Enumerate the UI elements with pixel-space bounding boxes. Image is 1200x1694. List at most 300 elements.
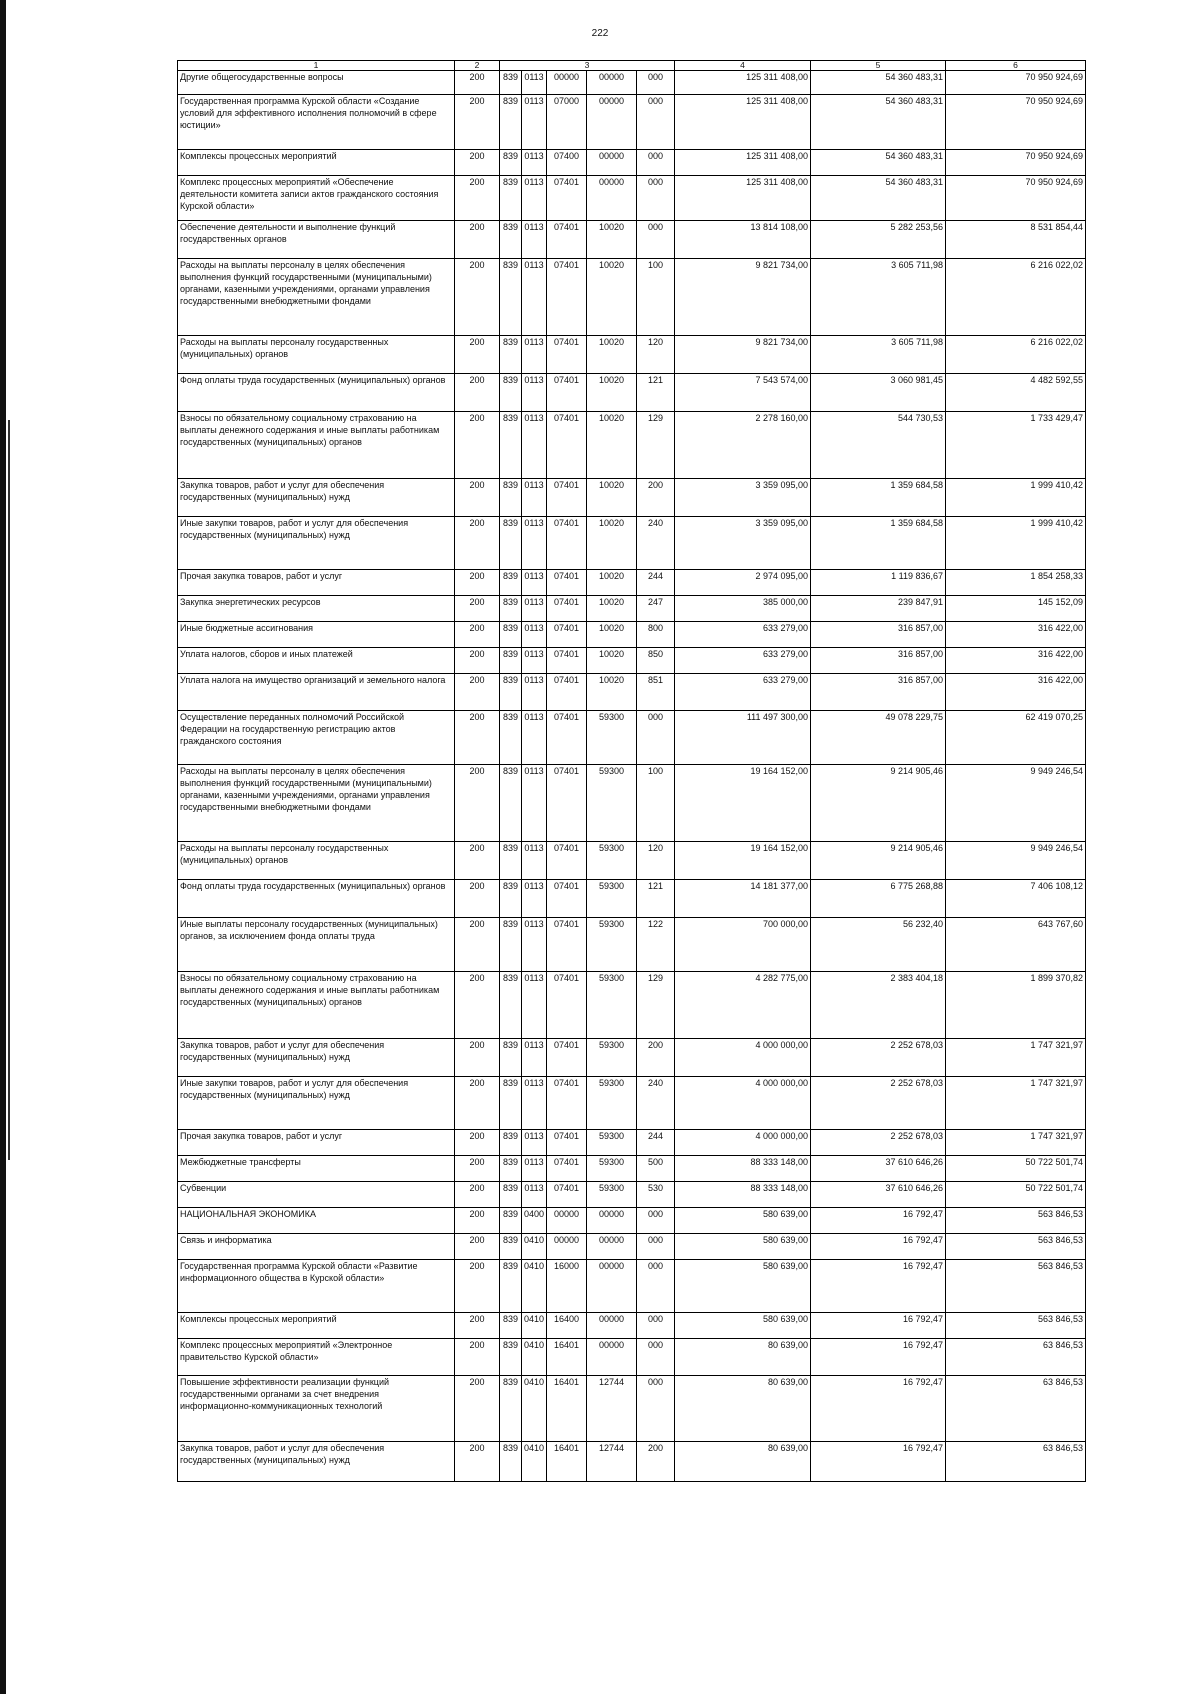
row-name: Закупка энергетических ресурсов <box>178 596 455 622</box>
row-program-code: 07401 <box>547 570 587 596</box>
scan-border <box>8 420 10 1160</box>
row-amount-col4: 9 821 734,00 <box>675 336 811 374</box>
row-direction-code: 00000 <box>587 1234 637 1260</box>
row-program-code: 07401 <box>547 918 587 972</box>
table-row <box>178 842 1086 880</box>
row-section-code: 0113 <box>522 972 547 1039</box>
row-amount-col5: 37 610 646,26 <box>811 1182 946 1208</box>
row-direction-code: 10020 <box>587 596 637 622</box>
row-code: 200 <box>455 517 500 570</box>
row-name: Взносы по обязательному социальному страхованию на выплаты денежного содержания и иные выплаты работникам государственных (муниципальных) органов <box>178 972 455 1039</box>
table-row <box>178 1039 1086 1077</box>
row-section-code: 0113 <box>522 479 547 517</box>
row-expense-type-code: 851 <box>637 674 675 711</box>
row-department-code: 839 <box>500 221 522 259</box>
row-amount-col4: 700 000,00 <box>675 918 811 972</box>
row-department-code: 839 <box>500 374 522 412</box>
row-section-code: 0113 <box>522 622 547 648</box>
row-code: 200 <box>455 842 500 880</box>
row-program-code: 16000 <box>547 1260 587 1313</box>
row-amount-col4: 80 639,00 <box>675 1442 811 1482</box>
row-code: 200 <box>455 972 500 1039</box>
row-department-code: 839 <box>500 880 522 918</box>
row-amount-col4: 19 164 152,00 <box>675 842 811 880</box>
row-direction-code: 10020 <box>587 570 637 596</box>
row-expense-type-code: 500 <box>637 1156 675 1182</box>
row-amount-col4: 2 278 160,00 <box>675 412 811 479</box>
row-program-code: 07401 <box>547 1156 587 1182</box>
row-amount-col5: 2 252 678,03 <box>811 1130 946 1156</box>
row-program-code: 07401 <box>547 1077 587 1130</box>
row-expense-type-code: 000 <box>637 1260 675 1313</box>
row-amount-col4: 13 814 108,00 <box>675 221 811 259</box>
row-department-code: 839 <box>500 765 522 842</box>
row-section-code: 0113 <box>522 1182 547 1208</box>
row-department-code: 839 <box>500 1077 522 1130</box>
row-code: 200 <box>455 1376 500 1442</box>
row-name: Комплекс процессных мероприятий «Обеспечение деятельности комитета записи актов гражданского состояния Курской области» <box>178 176 455 221</box>
row-section-code: 0113 <box>522 648 547 674</box>
row-amount-col4: 3 359 095,00 <box>675 517 811 570</box>
row-amount-col5: 54 360 483,31 <box>811 71 946 95</box>
row-expense-type-code: 200 <box>637 1039 675 1077</box>
row-amount-col4: 580 639,00 <box>675 1208 811 1234</box>
row-department-code: 839 <box>500 1376 522 1442</box>
row-amount-col4: 4 000 000,00 <box>675 1039 811 1077</box>
row-program-code: 07401 <box>547 674 587 711</box>
row-code: 200 <box>455 259 500 336</box>
row-code: 200 <box>455 374 500 412</box>
row-direction-code: 59300 <box>587 1182 637 1208</box>
row-expense-type-code: 100 <box>637 259 675 336</box>
row-amount-col5: 16 792,47 <box>811 1260 946 1313</box>
row-amount-col5: 2 252 678,03 <box>811 1039 946 1077</box>
row-program-code: 07401 <box>547 880 587 918</box>
row-amount-col5: 316 857,00 <box>811 622 946 648</box>
row-amount-col6: 563 846,53 <box>946 1234 1086 1260</box>
row-section-code: 0113 <box>522 336 547 374</box>
row-section-code: 0113 <box>522 842 547 880</box>
row-section-code: 0410 <box>522 1234 547 1260</box>
row-department-code: 839 <box>500 95 522 150</box>
row-expense-type-code: 100 <box>637 765 675 842</box>
table-row <box>178 1339 1086 1376</box>
row-amount-col4: 111 497 300,00 <box>675 711 811 765</box>
row-program-code: 00000 <box>547 1208 587 1234</box>
row-code: 200 <box>455 570 500 596</box>
row-expense-type-code: 244 <box>637 1130 675 1156</box>
row-expense-type-code: 247 <box>637 596 675 622</box>
row-expense-type-code: 000 <box>637 711 675 765</box>
row-code: 200 <box>455 1039 500 1077</box>
row-department-code: 839 <box>500 1208 522 1234</box>
row-direction-code: 10020 <box>587 259 637 336</box>
table-row <box>178 570 1086 596</box>
table-row <box>178 674 1086 711</box>
table-row <box>178 972 1086 1039</box>
row-program-code: 16401 <box>547 1339 587 1376</box>
row-section-code: 0113 <box>522 95 547 150</box>
row-section-code: 0113 <box>522 1156 547 1182</box>
row-program-code: 07400 <box>547 150 587 176</box>
row-section-code: 0113 <box>522 71 547 95</box>
row-section-code: 0113 <box>522 880 547 918</box>
row-amount-col6: 1 747 321,97 <box>946 1130 1086 1156</box>
row-amount-col5: 16 792,47 <box>811 1376 946 1442</box>
table-row <box>178 336 1086 374</box>
row-name: Закупка товаров, работ и услуг для обеспечения государственных (муниципальных) нужд <box>178 1442 455 1482</box>
row-expense-type-code: 129 <box>637 412 675 479</box>
row-direction-code: 59300 <box>587 711 637 765</box>
column-number: 6 <box>946 61 1086 71</box>
row-expense-type-code: 000 <box>637 150 675 176</box>
table-row <box>178 374 1086 412</box>
row-code: 200 <box>455 1313 500 1339</box>
row-section-code: 0400 <box>522 1208 547 1234</box>
row-direction-code: 59300 <box>587 1077 637 1130</box>
column-number: 4 <box>675 61 811 71</box>
budget-table <box>177 60 1086 1482</box>
row-direction-code: 12744 <box>587 1376 637 1442</box>
row-amount-col6: 50 722 501,74 <box>946 1156 1086 1182</box>
row-amount-col5: 56 232,40 <box>811 918 946 972</box>
row-amount-col6: 50 722 501,74 <box>946 1182 1086 1208</box>
row-section-code: 0113 <box>522 412 547 479</box>
row-amount-col4: 2 974 095,00 <box>675 570 811 596</box>
row-direction-code: 10020 <box>587 674 637 711</box>
table-row <box>178 517 1086 570</box>
row-amount-col6: 1 747 321,97 <box>946 1077 1086 1130</box>
row-department-code: 839 <box>500 674 522 711</box>
row-name: Закупка товаров, работ и услуг для обеспечения государственных (муниципальных) нужд <box>178 479 455 517</box>
row-department-code: 839 <box>500 1442 522 1482</box>
row-program-code: 07401 <box>547 648 587 674</box>
row-expense-type-code: 244 <box>637 570 675 596</box>
row-department-code: 839 <box>500 918 522 972</box>
row-amount-col5: 316 857,00 <box>811 648 946 674</box>
table-row <box>178 1208 1086 1234</box>
row-amount-col4: 4 000 000,00 <box>675 1077 811 1130</box>
row-program-code: 07401 <box>547 622 587 648</box>
row-amount-col5: 5 282 253,56 <box>811 221 946 259</box>
row-name: Взносы по обязательному социальному страхованию на выплаты денежного содержания и иные выплаты работникам государственных (муниципальных) органов <box>178 412 455 479</box>
table-row <box>178 711 1086 765</box>
table-row <box>178 1077 1086 1130</box>
row-expense-type-code: 000 <box>637 1313 675 1339</box>
row-code: 200 <box>455 622 500 648</box>
row-department-code: 839 <box>500 1234 522 1260</box>
row-amount-col6: 563 846,53 <box>946 1208 1086 1234</box>
row-department-code: 839 <box>500 479 522 517</box>
row-name: Комплексы процессных мероприятий <box>178 150 455 176</box>
row-code: 200 <box>455 1339 500 1376</box>
row-direction-code: 10020 <box>587 336 637 374</box>
column-number: 2 <box>455 61 500 71</box>
row-amount-col6: 643 767,60 <box>946 918 1086 972</box>
row-amount-col6: 1 999 410,42 <box>946 479 1086 517</box>
row-program-code: 07401 <box>547 596 587 622</box>
row-department-code: 839 <box>500 412 522 479</box>
row-department-code: 839 <box>500 1156 522 1182</box>
row-expense-type-code: 530 <box>637 1182 675 1208</box>
row-section-code: 0113 <box>522 596 547 622</box>
table-row <box>178 412 1086 479</box>
row-amount-col6: 63 846,53 <box>946 1339 1086 1376</box>
row-program-code: 07000 <box>547 95 587 150</box>
row-name: Прочая закупка товаров, работ и услуг <box>178 1130 455 1156</box>
row-amount-col5: 16 792,47 <box>811 1339 946 1376</box>
row-amount-col5: 54 360 483,31 <box>811 176 946 221</box>
row-program-code: 16401 <box>547 1376 587 1442</box>
row-section-code: 0113 <box>522 150 547 176</box>
row-expense-type-code: 129 <box>637 972 675 1039</box>
row-expense-type-code: 122 <box>637 918 675 972</box>
row-amount-col5: 3 060 981,45 <box>811 374 946 412</box>
row-program-code: 07401 <box>547 176 587 221</box>
row-section-code: 0113 <box>522 711 547 765</box>
table-row <box>178 1182 1086 1208</box>
row-name: Другие общегосударственные вопросы <box>178 71 455 95</box>
row-direction-code: 00000 <box>587 1339 637 1376</box>
table-row <box>178 880 1086 918</box>
row-expense-type-code: 121 <box>637 880 675 918</box>
row-department-code: 839 <box>500 150 522 176</box>
row-expense-type-code: 120 <box>637 336 675 374</box>
row-name: Обеспечение деятельности и выполнение функций государственных органов <box>178 221 455 259</box>
row-amount-col5: 16 792,47 <box>811 1208 946 1234</box>
row-code: 200 <box>455 71 500 95</box>
row-name: Осуществление переданных полномочий Российской Федерации на государственную регистрацию актов гражданского состояния <box>178 711 455 765</box>
row-code: 200 <box>455 221 500 259</box>
table-row <box>178 479 1086 517</box>
row-department-code: 839 <box>500 842 522 880</box>
row-expense-type-code: 000 <box>637 1234 675 1260</box>
row-code: 200 <box>455 674 500 711</box>
table-row <box>178 259 1086 336</box>
row-direction-code: 12744 <box>587 1442 637 1482</box>
row-code: 200 <box>455 1234 500 1260</box>
row-amount-col4: 125 311 408,00 <box>675 176 811 221</box>
row-direction-code: 59300 <box>587 972 637 1039</box>
row-expense-type-code: 240 <box>637 517 675 570</box>
row-amount-col4: 80 639,00 <box>675 1339 811 1376</box>
row-amount-col5: 1 359 684,58 <box>811 517 946 570</box>
row-direction-code: 00000 <box>587 1313 637 1339</box>
row-direction-code: 10020 <box>587 412 637 479</box>
row-amount-col6: 6 216 022,02 <box>946 259 1086 336</box>
row-amount-col6: 6 216 022,02 <box>946 336 1086 374</box>
row-amount-col6: 1 854 258,33 <box>946 570 1086 596</box>
table-row <box>178 1156 1086 1182</box>
table-row <box>178 1442 1086 1482</box>
row-amount-col4: 19 164 152,00 <box>675 765 811 842</box>
row-amount-col6: 1 747 321,97 <box>946 1039 1086 1077</box>
row-code: 200 <box>455 1156 500 1182</box>
row-amount-col4: 633 279,00 <box>675 622 811 648</box>
row-amount-col5: 9 214 905,46 <box>811 765 946 842</box>
row-amount-col4: 3 359 095,00 <box>675 479 811 517</box>
row-direction-code: 59300 <box>587 1130 637 1156</box>
row-amount-col4: 88 333 148,00 <box>675 1182 811 1208</box>
row-code: 200 <box>455 1130 500 1156</box>
table-row <box>178 765 1086 842</box>
row-department-code: 839 <box>500 1339 522 1376</box>
row-amount-col6: 9 949 246,54 <box>946 842 1086 880</box>
row-code: 200 <box>455 1077 500 1130</box>
row-amount-col5: 1 359 684,58 <box>811 479 946 517</box>
row-program-code: 07401 <box>547 336 587 374</box>
row-name: Уплата налога на имущество организаций и земельного налога <box>178 674 455 711</box>
row-amount-col4: 4 000 000,00 <box>675 1130 811 1156</box>
row-amount-col5: 37 610 646,26 <box>811 1156 946 1182</box>
table-row <box>178 648 1086 674</box>
row-program-code: 07401 <box>547 1182 587 1208</box>
row-program-code: 16401 <box>547 1442 587 1482</box>
row-amount-col6: 7 406 108,12 <box>946 880 1086 918</box>
row-expense-type-code: 120 <box>637 842 675 880</box>
row-direction-code: 10020 <box>587 374 637 412</box>
row-section-code: 0410 <box>522 1313 547 1339</box>
row-department-code: 839 <box>500 1130 522 1156</box>
row-direction-code: 10020 <box>587 479 637 517</box>
row-name: Расходы на выплаты персоналу государственных (муниципальных) органов <box>178 842 455 880</box>
row-department-code: 839 <box>500 176 522 221</box>
row-expense-type-code: 000 <box>637 1376 675 1442</box>
row-amount-col6: 70 950 924,69 <box>946 71 1086 95</box>
row-direction-code: 59300 <box>587 880 637 918</box>
row-name: Иные закупки товаров, работ и услуг для обеспечения государственных (муниципальных) нужд <box>178 1077 455 1130</box>
row-department-code: 839 <box>500 1260 522 1313</box>
row-expense-type-code: 121 <box>637 374 675 412</box>
row-expense-type-code: 000 <box>637 71 675 95</box>
row-direction-code: 00000 <box>587 1260 637 1313</box>
row-name: Расходы на выплаты персоналу в целях обеспечения выполнения функций государственными (муниципальными) органами, казенными учреждениями, органами управления государственными внебюджетными фондами <box>178 259 455 336</box>
row-amount-col4: 125 311 408,00 <box>675 95 811 150</box>
row-code: 200 <box>455 150 500 176</box>
row-amount-col6: 563 846,53 <box>946 1260 1086 1313</box>
row-amount-col4: 385 000,00 <box>675 596 811 622</box>
header-row <box>178 61 1086 71</box>
row-amount-col4: 633 279,00 <box>675 674 811 711</box>
table-row <box>178 1130 1086 1156</box>
row-direction-code: 59300 <box>587 765 637 842</box>
row-amount-col6: 63 846,53 <box>946 1376 1086 1442</box>
table-row <box>178 71 1086 95</box>
row-program-code: 16400 <box>547 1313 587 1339</box>
row-expense-type-code: 000 <box>637 1208 675 1234</box>
row-name: Расходы на выплаты персоналу в целях обеспечения выполнения функций государственными (муниципальными) органами, казенными учреждениями, органами управления государственными внебюджетными фондами <box>178 765 455 842</box>
row-section-code: 0113 <box>522 765 547 842</box>
row-amount-col5: 54 360 483,31 <box>811 150 946 176</box>
row-amount-col4: 4 282 775,00 <box>675 972 811 1039</box>
row-program-code: 07401 <box>547 479 587 517</box>
row-amount-col4: 125 311 408,00 <box>675 150 811 176</box>
row-amount-col4: 7 543 574,00 <box>675 374 811 412</box>
row-direction-code: 00000 <box>587 150 637 176</box>
row-program-code: 07401 <box>547 765 587 842</box>
row-name: Иные закупки товаров, работ и услуг для обеспечения государственных (муниципальных) нужд <box>178 517 455 570</box>
row-direction-code: 59300 <box>587 1156 637 1182</box>
row-amount-col5: 544 730,53 <box>811 412 946 479</box>
row-name: Иные бюджетные ассигнования <box>178 622 455 648</box>
row-amount-col4: 580 639,00 <box>675 1260 811 1313</box>
row-direction-code: 00000 <box>587 176 637 221</box>
table-row <box>178 221 1086 259</box>
row-code: 200 <box>455 648 500 674</box>
row-section-code: 0410 <box>522 1376 547 1442</box>
column-number: 3 <box>500 61 675 71</box>
row-section-code: 0113 <box>522 1039 547 1077</box>
row-amount-col6: 63 846,53 <box>946 1442 1086 1482</box>
row-program-code: 07401 <box>547 972 587 1039</box>
row-direction-code: 10020 <box>587 517 637 570</box>
row-amount-col4: 125 311 408,00 <box>675 71 811 95</box>
row-name: Расходы на выплаты персоналу государственных (муниципальных) органов <box>178 336 455 374</box>
row-code: 200 <box>455 479 500 517</box>
row-amount-col6: 70 950 924,69 <box>946 95 1086 150</box>
scan-border <box>0 0 6 1694</box>
row-code: 200 <box>455 596 500 622</box>
row-amount-col5: 49 078 229,75 <box>811 711 946 765</box>
row-program-code: 00000 <box>547 1234 587 1260</box>
row-name: Фонд оплаты труда государственных (муниципальных) органов <box>178 880 455 918</box>
table-row <box>178 622 1086 648</box>
row-program-code: 07401 <box>547 374 587 412</box>
table-row <box>178 1376 1086 1442</box>
row-amount-col6: 145 152,09 <box>946 596 1086 622</box>
row-amount-col6: 316 422,00 <box>946 674 1086 711</box>
row-amount-col6: 70 950 924,69 <box>946 176 1086 221</box>
row-code: 200 <box>455 1182 500 1208</box>
row-program-code: 07401 <box>547 259 587 336</box>
row-name: Прочая закупка товаров, работ и услуг <box>178 570 455 596</box>
row-department-code: 839 <box>500 570 522 596</box>
column-number: 5 <box>811 61 946 71</box>
row-amount-col5: 3 605 711,98 <box>811 336 946 374</box>
row-amount-col6: 316 422,00 <box>946 648 1086 674</box>
row-amount-col5: 239 847,91 <box>811 596 946 622</box>
row-amount-col5: 3 605 711,98 <box>811 259 946 336</box>
row-expense-type-code: 000 <box>637 1339 675 1376</box>
row-department-code: 839 <box>500 711 522 765</box>
row-amount-col4: 80 639,00 <box>675 1376 811 1442</box>
row-amount-col6: 1 999 410,42 <box>946 517 1086 570</box>
row-direction-code: 10020 <box>587 622 637 648</box>
row-name: Государственная программа Курской области «Развитие информационного общества в Курской области» <box>178 1260 455 1313</box>
row-program-code: 07401 <box>547 842 587 880</box>
row-direction-code: 59300 <box>587 842 637 880</box>
row-section-code: 0113 <box>522 374 547 412</box>
row-name: Уплата налогов, сборов и иных платежей <box>178 648 455 674</box>
row-amount-col6: 1 899 370,82 <box>946 972 1086 1039</box>
row-program-code: 07401 <box>547 1130 587 1156</box>
row-amount-col4: 580 639,00 <box>675 1313 811 1339</box>
row-name: Повышение эффективности реализации функций государственными органами за счет внедрения информационно-коммуникационных технологий <box>178 1376 455 1442</box>
row-amount-col4: 580 639,00 <box>675 1234 811 1260</box>
row-amount-col5: 2 252 678,03 <box>811 1077 946 1130</box>
row-amount-col4: 633 279,00 <box>675 648 811 674</box>
table-row <box>178 1234 1086 1260</box>
row-amount-col5: 16 792,47 <box>811 1313 946 1339</box>
row-amount-col4: 14 181 377,00 <box>675 880 811 918</box>
row-name: Субвенции <box>178 1182 455 1208</box>
row-amount-col5: 2 383 404,18 <box>811 972 946 1039</box>
row-direction-code: 00000 <box>587 71 637 95</box>
row-direction-code: 59300 <box>587 1039 637 1077</box>
row-department-code: 839 <box>500 648 522 674</box>
table-row <box>178 596 1086 622</box>
table-row <box>178 1260 1086 1313</box>
